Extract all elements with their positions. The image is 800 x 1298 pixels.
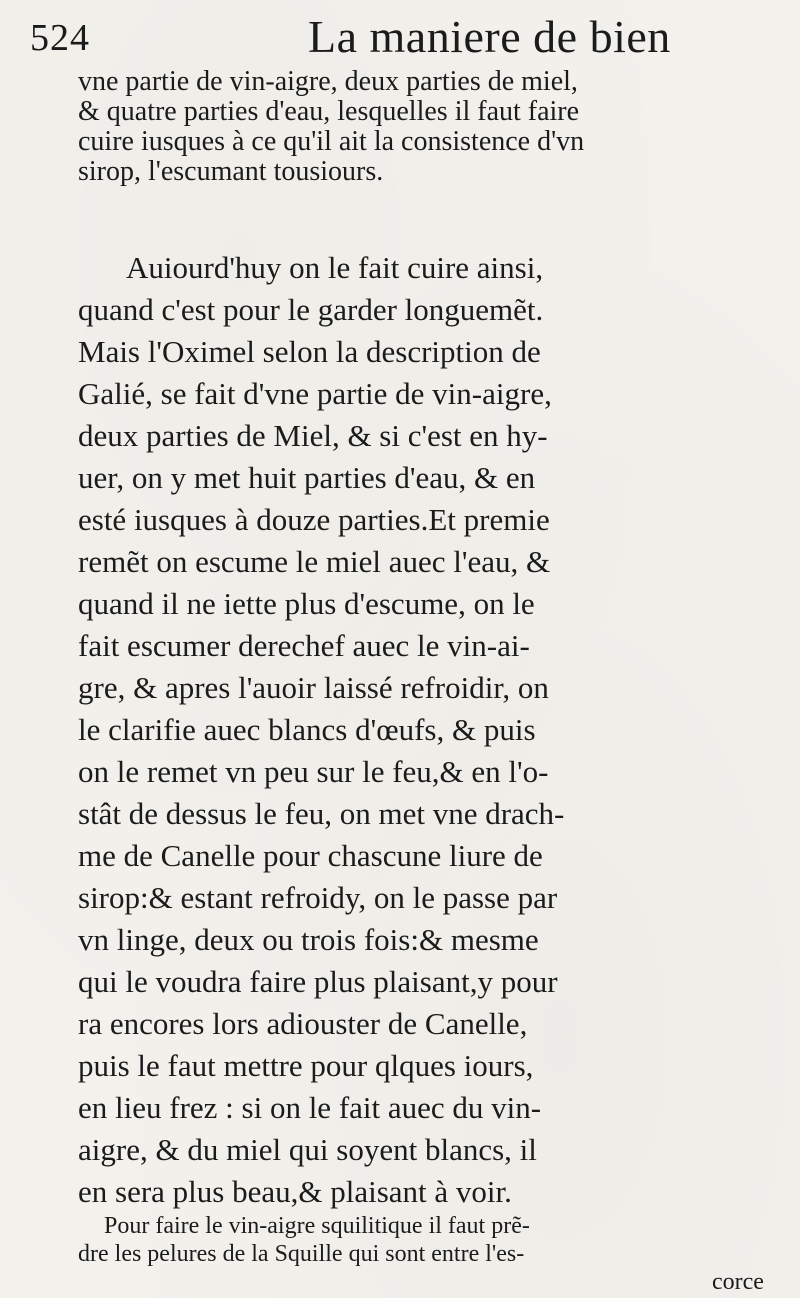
text-line: puis le faut mettre pour qlques iours, (78, 1048, 534, 1083)
catchword: corce (712, 1269, 764, 1295)
text-line: Galié, se fait d'vne partie de vin-aigre, (78, 376, 552, 411)
text-line: quand il ne iette plus d'escume, on le (78, 586, 535, 621)
text-line: le clarifie auec blancs d'œufs, & puis (78, 712, 536, 747)
text-line: Pour faire le vin-aigre squilitique il faut prẽ- (104, 1213, 530, 1239)
text-line: vne partie de vin-aigre, deux parties de miel, (78, 66, 578, 97)
page-header (30, 8, 770, 68)
text-line: gre, & apres l'auoir laissé refroidir, on (78, 670, 549, 705)
text-line: deux parties de Miel, & si c'est en hy- (78, 418, 548, 453)
text-line: on le remet vn peu sur le feu,& en l'o- (78, 754, 549, 789)
text-line: dre les pelures de la Squille qui sont entre l'es- (78, 1241, 525, 1267)
text-line: stât de dessus le feu, on met vne drach- (78, 796, 565, 831)
text-line: sirop:& estant refroidy, on le passe par (78, 880, 558, 915)
text-line: cuire iusques à ce qu'il ait la consistence d'vn (78, 126, 585, 157)
text-line: Auiourd'huy on le fait cuire ainsi, (126, 250, 544, 285)
text-line: fait escumer derechef auec le vin-ai- (78, 628, 530, 663)
text-line: esté iusques à douze parties.Et premie (78, 502, 550, 537)
running-head: La maniere de bien (308, 11, 671, 62)
page-number: 524 (30, 17, 90, 59)
text-line: quand c'est pour le garder longuemẽt. (78, 292, 544, 327)
text-line: sirop, l'escumant tousiours. (78, 156, 384, 187)
text-line: vn linge, deux ou trois fois:& mesme (78, 922, 539, 957)
text-line: & quatre parties d'eau, lesquelles il faut faire (78, 96, 580, 127)
text-line: ra encores lors adiouster de Canelle, (78, 1006, 528, 1041)
text-line: aigre, & du miel qui soyent blancs, il (78, 1132, 537, 1167)
text-line: remẽt on escume le miel auec l'eau, & (78, 544, 551, 579)
text-line: uer, on y met huit parties d'eau, & en (78, 460, 536, 495)
text-line: Mais l'Oximel selon la description de (78, 334, 541, 369)
text-line: me de Canelle pour chascune liure de (78, 838, 543, 873)
text-line: en lieu frez : si on le fait auec du vin- (78, 1090, 542, 1125)
text-line: en sera plus beau,& plaisant à voir. (78, 1174, 512, 1209)
text-line: qui le voudra faire plus plaisant,y pour (78, 964, 558, 999)
